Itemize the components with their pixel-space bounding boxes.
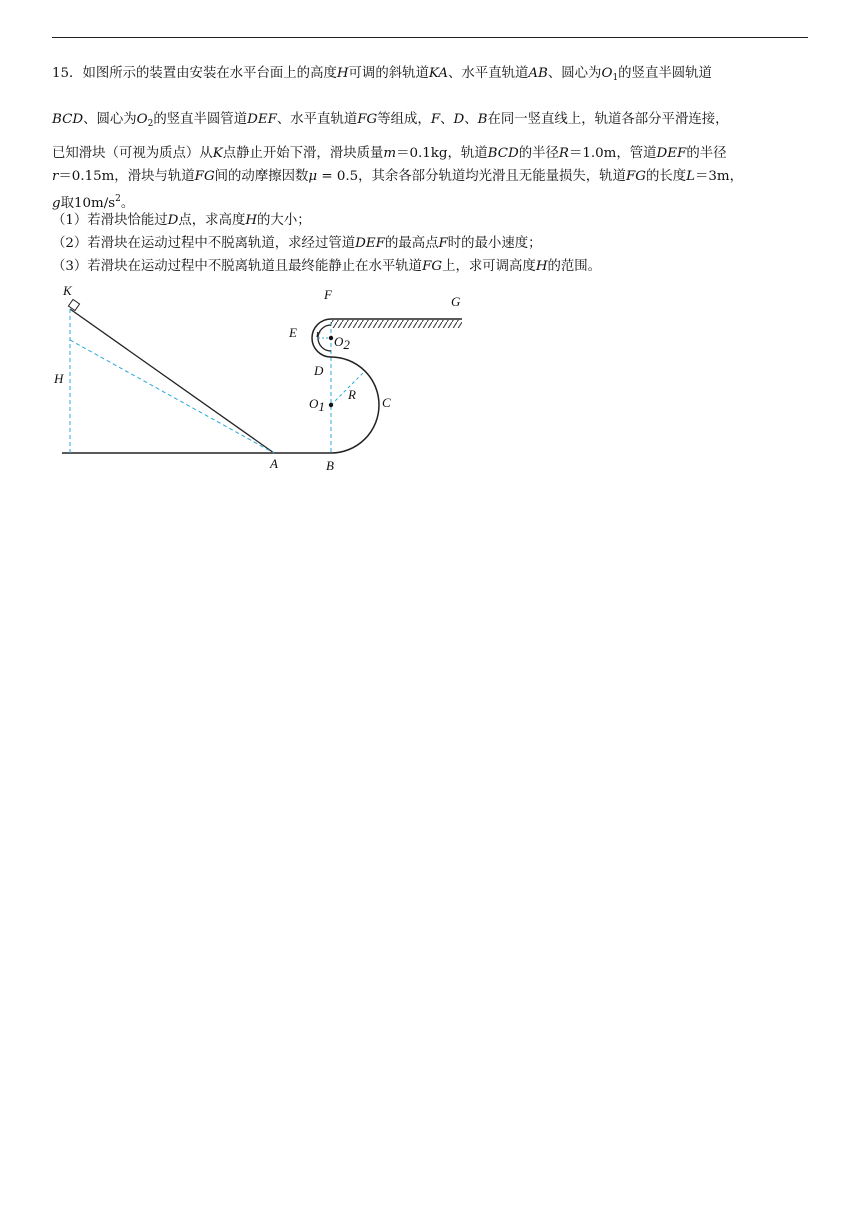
center-o1-dot [329, 403, 333, 407]
sub-question-2: （2）若滑块在运动过程中不脱离轨道，求经过管道DEF的最高点F时的最小速度； [52, 236, 542, 251]
label-d: D [314, 363, 324, 378]
question-line-2: BCD、圆心为$O_2$的竖直半圆管道DEF、水平直轨道FG等组成，F、D、B在同一竖直线上，轨道各部分平滑连接， [52, 112, 729, 129]
sub-question-1: （1）若滑块恰能过D点，求高度H的大小； [52, 213, 311, 228]
label-h: H [54, 371, 64, 386]
sub-question-3: （3）若滑块在运动过程中不脱离轨道且最终能静止在水平轨道FG上，求可调高度H的范围。 [52, 259, 602, 274]
track-diagram [52, 282, 472, 477]
alt-slope-dashed-line [70, 340, 274, 453]
question-number: 15． [52, 66, 83, 81]
question-line-3: 已知滑块（可视为质点）从K点静止开始下滑，滑块质量m＝0.1kg，轨道BCD的半径R＝1.0m，管道DEF的半径 [52, 146, 727, 161]
question-line-5: g取$10m/s^2$。 [52, 194, 135, 211]
track-fg-hatching [331, 320, 462, 328]
center-o2-dot [329, 336, 333, 340]
label-f: F [324, 287, 332, 302]
label-o1: O1 [309, 396, 325, 414]
slope-track-ka [70, 309, 274, 453]
label-b: B [326, 458, 334, 473]
label-big-r: R [348, 387, 356, 402]
label-a: A [270, 456, 278, 471]
radius-r-dashed [331, 373, 363, 405]
label-o2: O2 [334, 334, 350, 352]
label-k: K [63, 283, 72, 298]
label-c: C [382, 395, 391, 410]
label-small-r: r [316, 328, 321, 340]
label-e: E [289, 325, 297, 340]
question-line-4: r＝0.15m，滑块与轨道FG间的动摩擦因数μ = 0.5，其余各部分轨道均光滑且无能量损失，轨道FG的长度L＝3m， [52, 169, 744, 184]
semicircle-track-bcd [331, 357, 379, 453]
label-g: G [451, 294, 461, 309]
header-rule [52, 37, 808, 38]
question-line-1: 15．如图所示的装置由安装在水平台面上的高度H可调的斜轨道KA、水平直轨道AB、圆心为$O_1$的竖直半圆轨道 [52, 66, 712, 83]
